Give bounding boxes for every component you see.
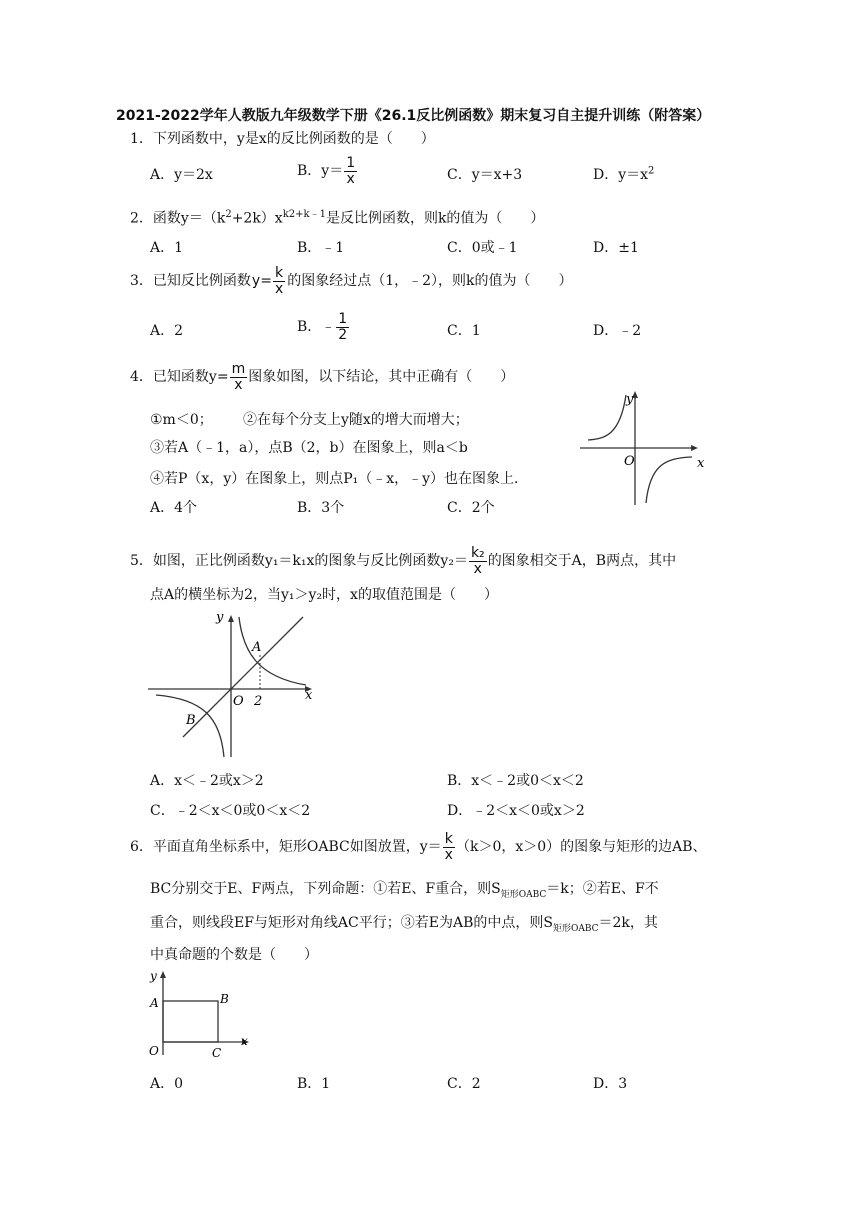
y-axis-arrow bbox=[228, 615, 234, 622]
q3-option-b-prefix: B．﹣ bbox=[297, 319, 336, 336]
q5-fraction bbox=[469, 546, 487, 576]
y-axis-label: y bbox=[150, 969, 157, 983]
tick-label-2: 2 bbox=[254, 694, 263, 709]
q2-option-a: A．1 bbox=[150, 240, 184, 256]
origin-label: O bbox=[149, 1044, 159, 1058]
q1-option-b-fraction bbox=[344, 156, 357, 186]
fraction-numerator: m bbox=[231, 361, 246, 377]
q5-option-c: C．﹣2＜x＜0或0＜x＜2 bbox=[150, 803, 311, 819]
x-axis-label: x bbox=[697, 456, 705, 471]
q6-line2-part-a: BC分别交于E、F两点，下列命题：①若E、F重合，则S bbox=[150, 881, 501, 897]
q2-exponent-2: k2+k﹣1 bbox=[282, 209, 326, 220]
q4-fraction bbox=[230, 362, 248, 392]
question-1-stem: 1．下列函数中，y是x的反比例函数的是（ ） bbox=[130, 131, 435, 147]
origin-label: O bbox=[624, 454, 635, 469]
q3-formula-prefix: y= bbox=[251, 272, 272, 289]
fraction-denominator: x bbox=[346, 170, 355, 187]
fraction-numerator: k bbox=[443, 832, 455, 848]
question-4-stem bbox=[130, 362, 514, 392]
question-6-stem-line-4: 中真命题的个数是（ ） bbox=[150, 947, 318, 963]
x-axis-label: x bbox=[241, 1034, 248, 1048]
q4-statement-2: ②在每个分支上y随x的增大而增大； bbox=[243, 412, 469, 428]
question-3-stem bbox=[130, 266, 573, 296]
rectangle-oabc bbox=[163, 1001, 218, 1042]
y-axis-label: y bbox=[626, 392, 634, 407]
q3-stem-part-a: 3．已知反比例函数 bbox=[130, 273, 251, 290]
fraction-denominator: x bbox=[473, 560, 482, 577]
q3-stem-part-b: 的图象经过点（1，﹣2），则k的值为（ ） bbox=[287, 273, 573, 290]
fraction-denominator: 2 bbox=[338, 326, 348, 343]
q6-line3-part-b: ＝2k，其 bbox=[598, 915, 658, 931]
q4-statement-4: ④若P（x，y）在图象上，则点P₁（﹣x，﹣y）也在图象上． bbox=[150, 471, 529, 487]
q6-line2-part-b: ＝k；②若E、F不 bbox=[546, 881, 659, 897]
q2-stem-part-b: +2k）x bbox=[231, 210, 283, 227]
q6-line3-part-a: 重合，则线段EF与矩形对角线AC平行；③若E为AB的中点，则S bbox=[150, 915, 553, 931]
origin-label: O bbox=[233, 694, 244, 709]
q4-statement-1: ①m＜0； bbox=[150, 412, 213, 428]
fraction-denominator: x bbox=[444, 846, 453, 863]
question-6-stem-line-1 bbox=[130, 832, 707, 862]
q1-option-d-base: D．y＝x bbox=[593, 167, 649, 183]
x-axis-label: x bbox=[305, 688, 313, 703]
q2-exponent-1: 2 bbox=[225, 209, 232, 220]
q4-stem-part-b: 图象如图，以下结论，其中正确有（ ） bbox=[248, 369, 515, 386]
q2-option-b: B．﹣1 bbox=[297, 240, 345, 256]
q4-statement-3: ③若A（﹣1，a），点B（2，b）在图象上，则a＜b bbox=[150, 440, 468, 456]
fraction-numerator: 1 bbox=[338, 311, 348, 327]
q3-option-c: C．1 bbox=[447, 323, 481, 339]
q4-hyperbola-graph bbox=[580, 385, 710, 507]
hyperbola-branch-left bbox=[588, 395, 626, 440]
q6-subscript-2: 矩形OABC bbox=[552, 923, 599, 934]
fraction-denominator: x bbox=[274, 280, 284, 297]
q5-stem-part-a: 5．如图，正比例函数y₁＝k₁x的图象与反比例函数y₂＝ bbox=[130, 553, 468, 570]
q6-option-a: A．0 bbox=[150, 1076, 184, 1092]
q4-formula-prefix: y= bbox=[208, 369, 229, 386]
q5-stem-part-b: 的图象相交于A，B两点，其中 bbox=[487, 553, 677, 570]
question-2-stem bbox=[130, 205, 544, 228]
q6-option-c: C．2 bbox=[447, 1076, 481, 1092]
q4-option-a: A．4个 bbox=[150, 500, 198, 516]
fraction-denominator: x bbox=[234, 376, 243, 393]
q3-option-b-fraction bbox=[336, 312, 349, 342]
point-a-label: A bbox=[252, 640, 262, 655]
point-b-label: B bbox=[220, 992, 229, 1006]
q2-stem-part-c: 是反比例函数，则k的值为（ ） bbox=[325, 210, 545, 227]
q1-option-c: C．y＝x+3 bbox=[447, 167, 523, 183]
q1-option-d bbox=[593, 164, 654, 184]
q3-option-b bbox=[297, 312, 350, 342]
q5-option-a: A．x＜﹣2或x＞2 bbox=[150, 773, 264, 789]
q4-stem-part-a: 4．已知函数 bbox=[130, 369, 209, 386]
q6-stem-part-a: 6．平面直角坐标系中，矩形OABC如图放置，y＝ bbox=[130, 839, 442, 856]
q6-fraction bbox=[443, 832, 455, 862]
q3-formula bbox=[252, 266, 286, 296]
hyperbola-branch-right bbox=[239, 617, 306, 685]
q1-option-b-prefix: B．y＝ bbox=[297, 163, 344, 180]
y-axis-arrow bbox=[160, 971, 166, 978]
q2-option-d: D．±1 bbox=[593, 240, 639, 256]
point-c-label: C bbox=[212, 1046, 222, 1060]
q6-stem-part-b: （k＞0，x＞0）的图象与矩形的边AB、 bbox=[455, 839, 707, 856]
fraction-numerator: 1 bbox=[346, 155, 356, 171]
fraction-numerator: k₂ bbox=[470, 545, 485, 561]
q1-option-b bbox=[297, 156, 358, 186]
question-6-stem-line-3 bbox=[150, 912, 658, 934]
hyperbola-branch-right bbox=[646, 457, 692, 503]
q1-option-a: A．y＝2x bbox=[150, 167, 213, 183]
q6-option-d: D．3 bbox=[593, 1076, 628, 1092]
y-axis-label: y bbox=[216, 610, 224, 625]
q3-option-d: D．﹣2 bbox=[593, 323, 642, 339]
point-b-label: B bbox=[186, 713, 196, 728]
q3-fraction bbox=[273, 266, 285, 296]
q5-option-b: B．x＜﹣2或0＜x＜2 bbox=[447, 773, 584, 789]
q6-option-b: B．1 bbox=[297, 1076, 331, 1092]
x-axis-arrow bbox=[691, 445, 698, 451]
q5-intersection-graph bbox=[148, 607, 323, 759]
q6-rectangle-graph bbox=[145, 965, 260, 1060]
fraction-numerator: k bbox=[273, 266, 285, 282]
question-5-stem-line-1 bbox=[130, 546, 676, 576]
q4-option-c: C．2个 bbox=[447, 500, 495, 516]
q2-stem-part-a: 2．函数y＝（k bbox=[130, 210, 226, 227]
q4-option-b: B．3个 bbox=[297, 500, 345, 516]
q1-option-d-exponent: 2 bbox=[648, 165, 655, 177]
q3-option-a: A．2 bbox=[150, 323, 184, 339]
point-a-label: A bbox=[150, 996, 159, 1010]
question-6-stem-line-2 bbox=[150, 878, 659, 900]
question-5-stem-line-2: 点A的横坐标为2，当y₁＞y₂时，x的取值范围是（ ） bbox=[150, 587, 498, 603]
q6-subscript-1: 矩形OABC bbox=[500, 889, 547, 900]
document-title: 2021-2022学年人教版九年级数学下册《26.1反比例函数》期末复习自主提升训练（附答案） bbox=[116, 108, 711, 124]
q5-option-d: D．﹣2＜x＜0或x＞2 bbox=[447, 803, 585, 819]
q2-option-c: C．0或﹣1 bbox=[447, 240, 518, 256]
